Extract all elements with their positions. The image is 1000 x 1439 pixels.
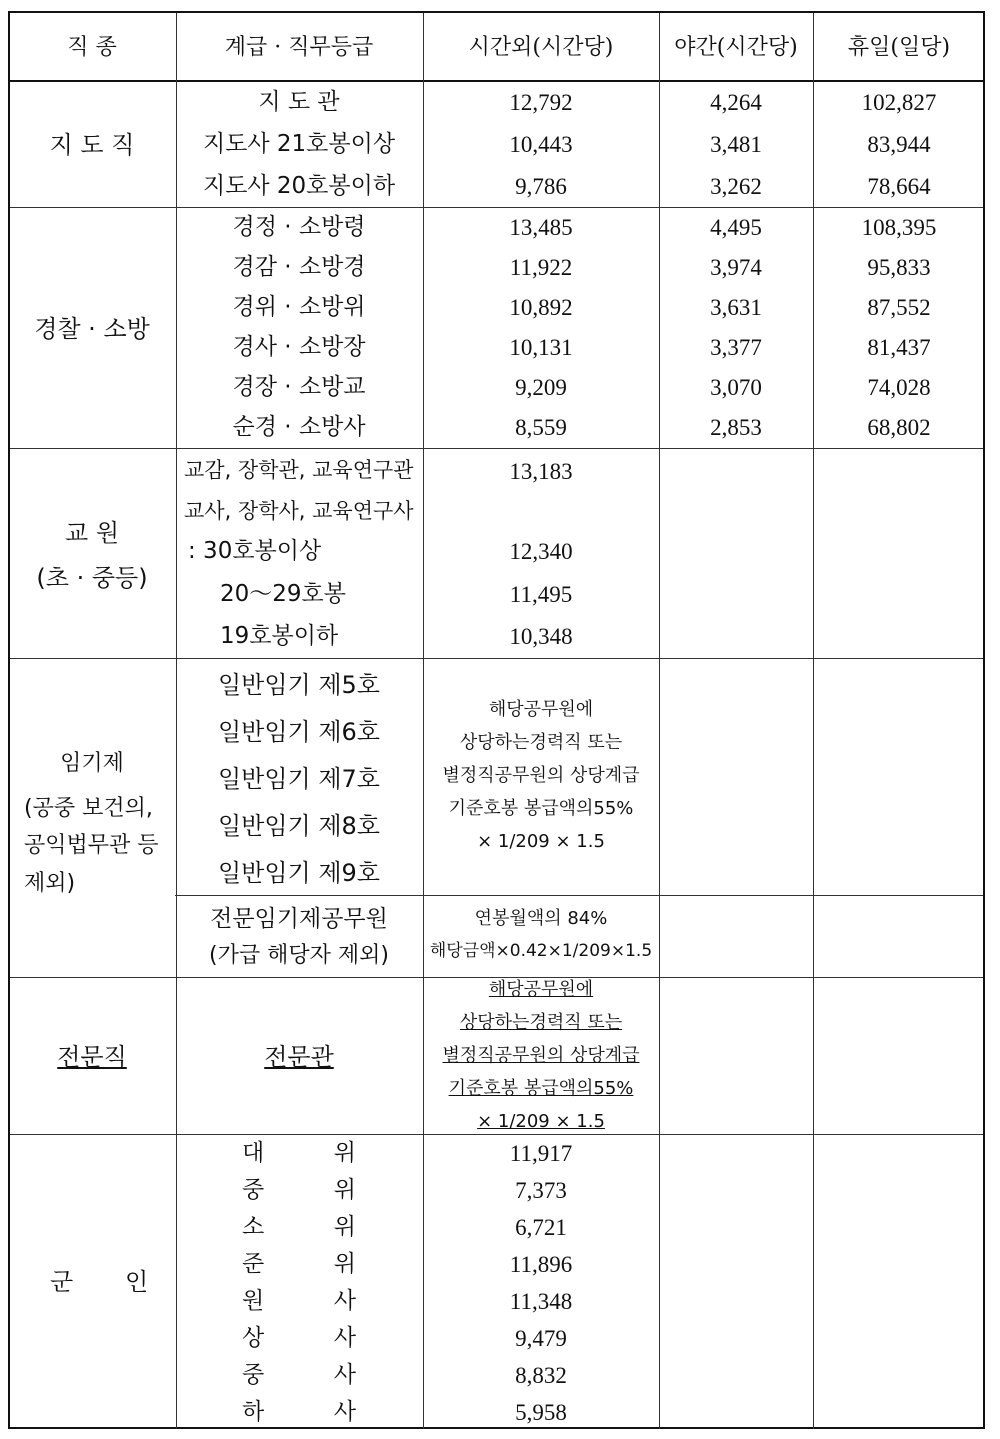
rank-part: 중	[242, 1362, 265, 1388]
rank-part: 위	[333, 1214, 356, 1240]
row-divider-jidojik	[10, 207, 983, 208]
grade-cell: 경감 · 소방경	[232, 254, 366, 280]
grade-cell: 19호봉이하	[220, 623, 339, 649]
military-rank	[242, 1179, 356, 1202]
night-cell: 3,377	[710, 335, 762, 360]
holiday-cell: 102,827	[861, 90, 937, 115]
grade-cell: 일반임기 제8호	[217, 812, 381, 840]
category-contract-note: 공익법무관 등	[24, 833, 159, 858]
formula-line: 기준호봉 봉급액의55%	[448, 798, 634, 819]
overtime-cell: 6,721	[515, 1215, 567, 1240]
grade-cell: 경정 · 소방령	[232, 214, 366, 240]
holiday-cell: 95,833	[867, 255, 931, 280]
formula-line: 해당공무원에	[488, 699, 594, 720]
holiday-cell: 83,944	[867, 132, 931, 157]
formula-line: 별정직공무원의 상당계급	[442, 765, 640, 786]
overtime-cell: 12,792	[509, 90, 573, 115]
rank-part: 하	[242, 1399, 265, 1425]
row-divider-teacher	[10, 658, 983, 659]
header-grade: 계급 · 직무등급	[224, 35, 374, 60]
col-divider-4	[813, 13, 814, 1429]
overtime-cell: 9,209	[515, 375, 567, 400]
header-overtime: 시간외(시간당)	[468, 35, 614, 60]
military-rank	[242, 1290, 356, 1313]
night-cell: 3,481	[710, 132, 762, 157]
header-holiday: 휴일(일당)	[847, 35, 951, 60]
holiday-cell: 87,552	[867, 295, 931, 320]
category-contract: 임기제	[60, 751, 124, 776]
overtime-cell: 11,348	[509, 1289, 573, 1314]
rank-part: 원	[242, 1288, 265, 1314]
overtime-cell: 5,958	[515, 1400, 567, 1425]
grade-cell: 전문관	[264, 1043, 334, 1071]
grade-cell: 교사, 장학사, 교육연구사	[184, 499, 414, 523]
overtime-cell: 12,340	[509, 539, 573, 564]
overtime-cell: 7,373	[515, 1178, 567, 1203]
grade-cell: 지도사 21호봉이상	[202, 131, 396, 157]
category-military: 군	[50, 1268, 74, 1296]
grade-cell: 20～29호봉	[220, 581, 346, 607]
category-teacher: 교 원	[65, 519, 119, 547]
rank-part: 사	[333, 1362, 356, 1388]
overtime-cell: 9,786	[515, 174, 567, 199]
formula-line: × 1/209 × 1.5	[477, 831, 605, 852]
formula-line: 상당하는경력직 또는	[459, 732, 623, 753]
holiday-cell: 81,437	[867, 335, 931, 360]
overtime-cell: 10,892	[509, 295, 573, 320]
overtime-cell: 8,832	[515, 1363, 567, 1388]
military-rank	[242, 1327, 356, 1350]
rank-part: 소	[242, 1214, 265, 1240]
formula-line: 해당공무원에	[488, 979, 594, 1000]
header-job-type: 직 종	[67, 35, 117, 60]
header-divider	[10, 80, 983, 82]
military-rank	[242, 1364, 356, 1387]
night-cell: 3,974	[710, 255, 762, 280]
formula-line: 기준호봉 봉급액의55%	[448, 1078, 634, 1099]
grade-cell: 지도사 20호봉이하	[202, 173, 396, 199]
overtime-cell: 11,495	[509, 582, 573, 607]
rank-part: 사	[333, 1325, 356, 1351]
grade-cell: 경사 · 소방장	[232, 334, 366, 360]
grade-cell: 경위 · 소방위	[232, 294, 366, 320]
rank-part: 상	[242, 1325, 265, 1351]
holiday-cell: 68,802	[867, 415, 931, 440]
holiday-cell: 78,664	[867, 174, 931, 199]
night-cell: 2,853	[710, 415, 762, 440]
holiday-cell: 74,028	[867, 375, 931, 400]
row-divider-specialist	[10, 1134, 983, 1135]
night-cell: 4,264	[710, 90, 762, 115]
formula-line: 해당금액×0.42×1/209×1.5	[429, 941, 653, 961]
overtime-cell: 10,348	[509, 624, 573, 649]
military-rank	[242, 1253, 356, 1276]
grade-cell: 순경 · 소방사	[232, 414, 366, 440]
category-jidojik: 지 도 직	[49, 131, 135, 159]
overtime-cell: 13,183	[509, 459, 573, 484]
grade-cell: 일반임기 제7호	[217, 765, 381, 793]
grade-cell: 경장 · 소방교	[232, 374, 366, 400]
night-cell: 3,631	[710, 295, 762, 320]
allowance-table	[8, 11, 985, 1429]
overtime-cell: 8,559	[515, 415, 567, 440]
rank-part: 사	[333, 1288, 356, 1314]
row-divider-contract-inner	[175, 895, 983, 896]
overtime-cell: 10,443	[509, 132, 573, 157]
col-divider-3	[659, 13, 660, 1429]
military-rank	[242, 1142, 356, 1165]
grade-cell: 지 도 관	[258, 89, 340, 115]
overtime-cell: 11,922	[509, 255, 573, 280]
overtime-cell: 9,479	[515, 1326, 567, 1351]
formula-line: 상당하는경력직 또는	[459, 1012, 623, 1033]
rank-part: 사	[333, 1399, 356, 1425]
grade-cell: 교감, 장학관, 교육연구관	[184, 458, 414, 482]
category-teacher-sub: (초 · 중등)	[36, 564, 148, 592]
rank-part: 위	[333, 1251, 356, 1277]
grade-cell: 일반임기 제6호	[217, 718, 381, 746]
night-cell: 3,070	[710, 375, 762, 400]
overtime-cell: 11,917	[509, 1141, 573, 1166]
night-cell: 4,495	[710, 215, 762, 240]
row-divider-contract	[10, 977, 983, 978]
overtime-cell: 11,896	[509, 1252, 573, 1277]
rank-part: 준	[242, 1251, 265, 1277]
formula-line: 별정직공무원의 상당계급	[442, 1045, 640, 1066]
holiday-cell: 108,395	[861, 215, 937, 240]
grade-cell: 일반임기 제9호	[217, 859, 381, 887]
category-contract-note: 제외)	[24, 871, 76, 896]
category-contract-note: (공중 보건의,	[24, 796, 153, 821]
military-rank	[242, 1216, 356, 1239]
military-rank	[242, 1401, 356, 1424]
category-police-fire: 경찰 · 소방	[34, 315, 150, 343]
col-divider-1	[176, 13, 177, 1429]
rank-part: 위	[333, 1177, 356, 1203]
row-divider-police	[10, 448, 983, 449]
grade-cell: (가급 해당자 제외)	[209, 943, 389, 968]
grade-cell: 일반임기 제5호	[217, 671, 381, 699]
grade-cell: 전문임기제공무원	[210, 906, 388, 932]
header-night: 야간(시간당)	[674, 35, 798, 60]
rank-part: 위	[333, 1140, 356, 1166]
overtime-cell: 10,131	[509, 335, 573, 360]
rank-part: 대	[242, 1140, 265, 1166]
night-cell: 3,262	[710, 174, 762, 199]
col-divider-2	[423, 13, 424, 1429]
rank-part: 중	[242, 1177, 265, 1203]
category-military: 인	[125, 1268, 149, 1296]
overtime-cell: 13,485	[509, 215, 573, 240]
category-specialist: 전문직	[57, 1043, 127, 1071]
formula-line: 연봉월액의 84%	[474, 908, 608, 929]
formula-line: × 1/209 × 1.5	[477, 1111, 605, 1132]
grade-cell: : 30호봉이상	[188, 538, 322, 564]
